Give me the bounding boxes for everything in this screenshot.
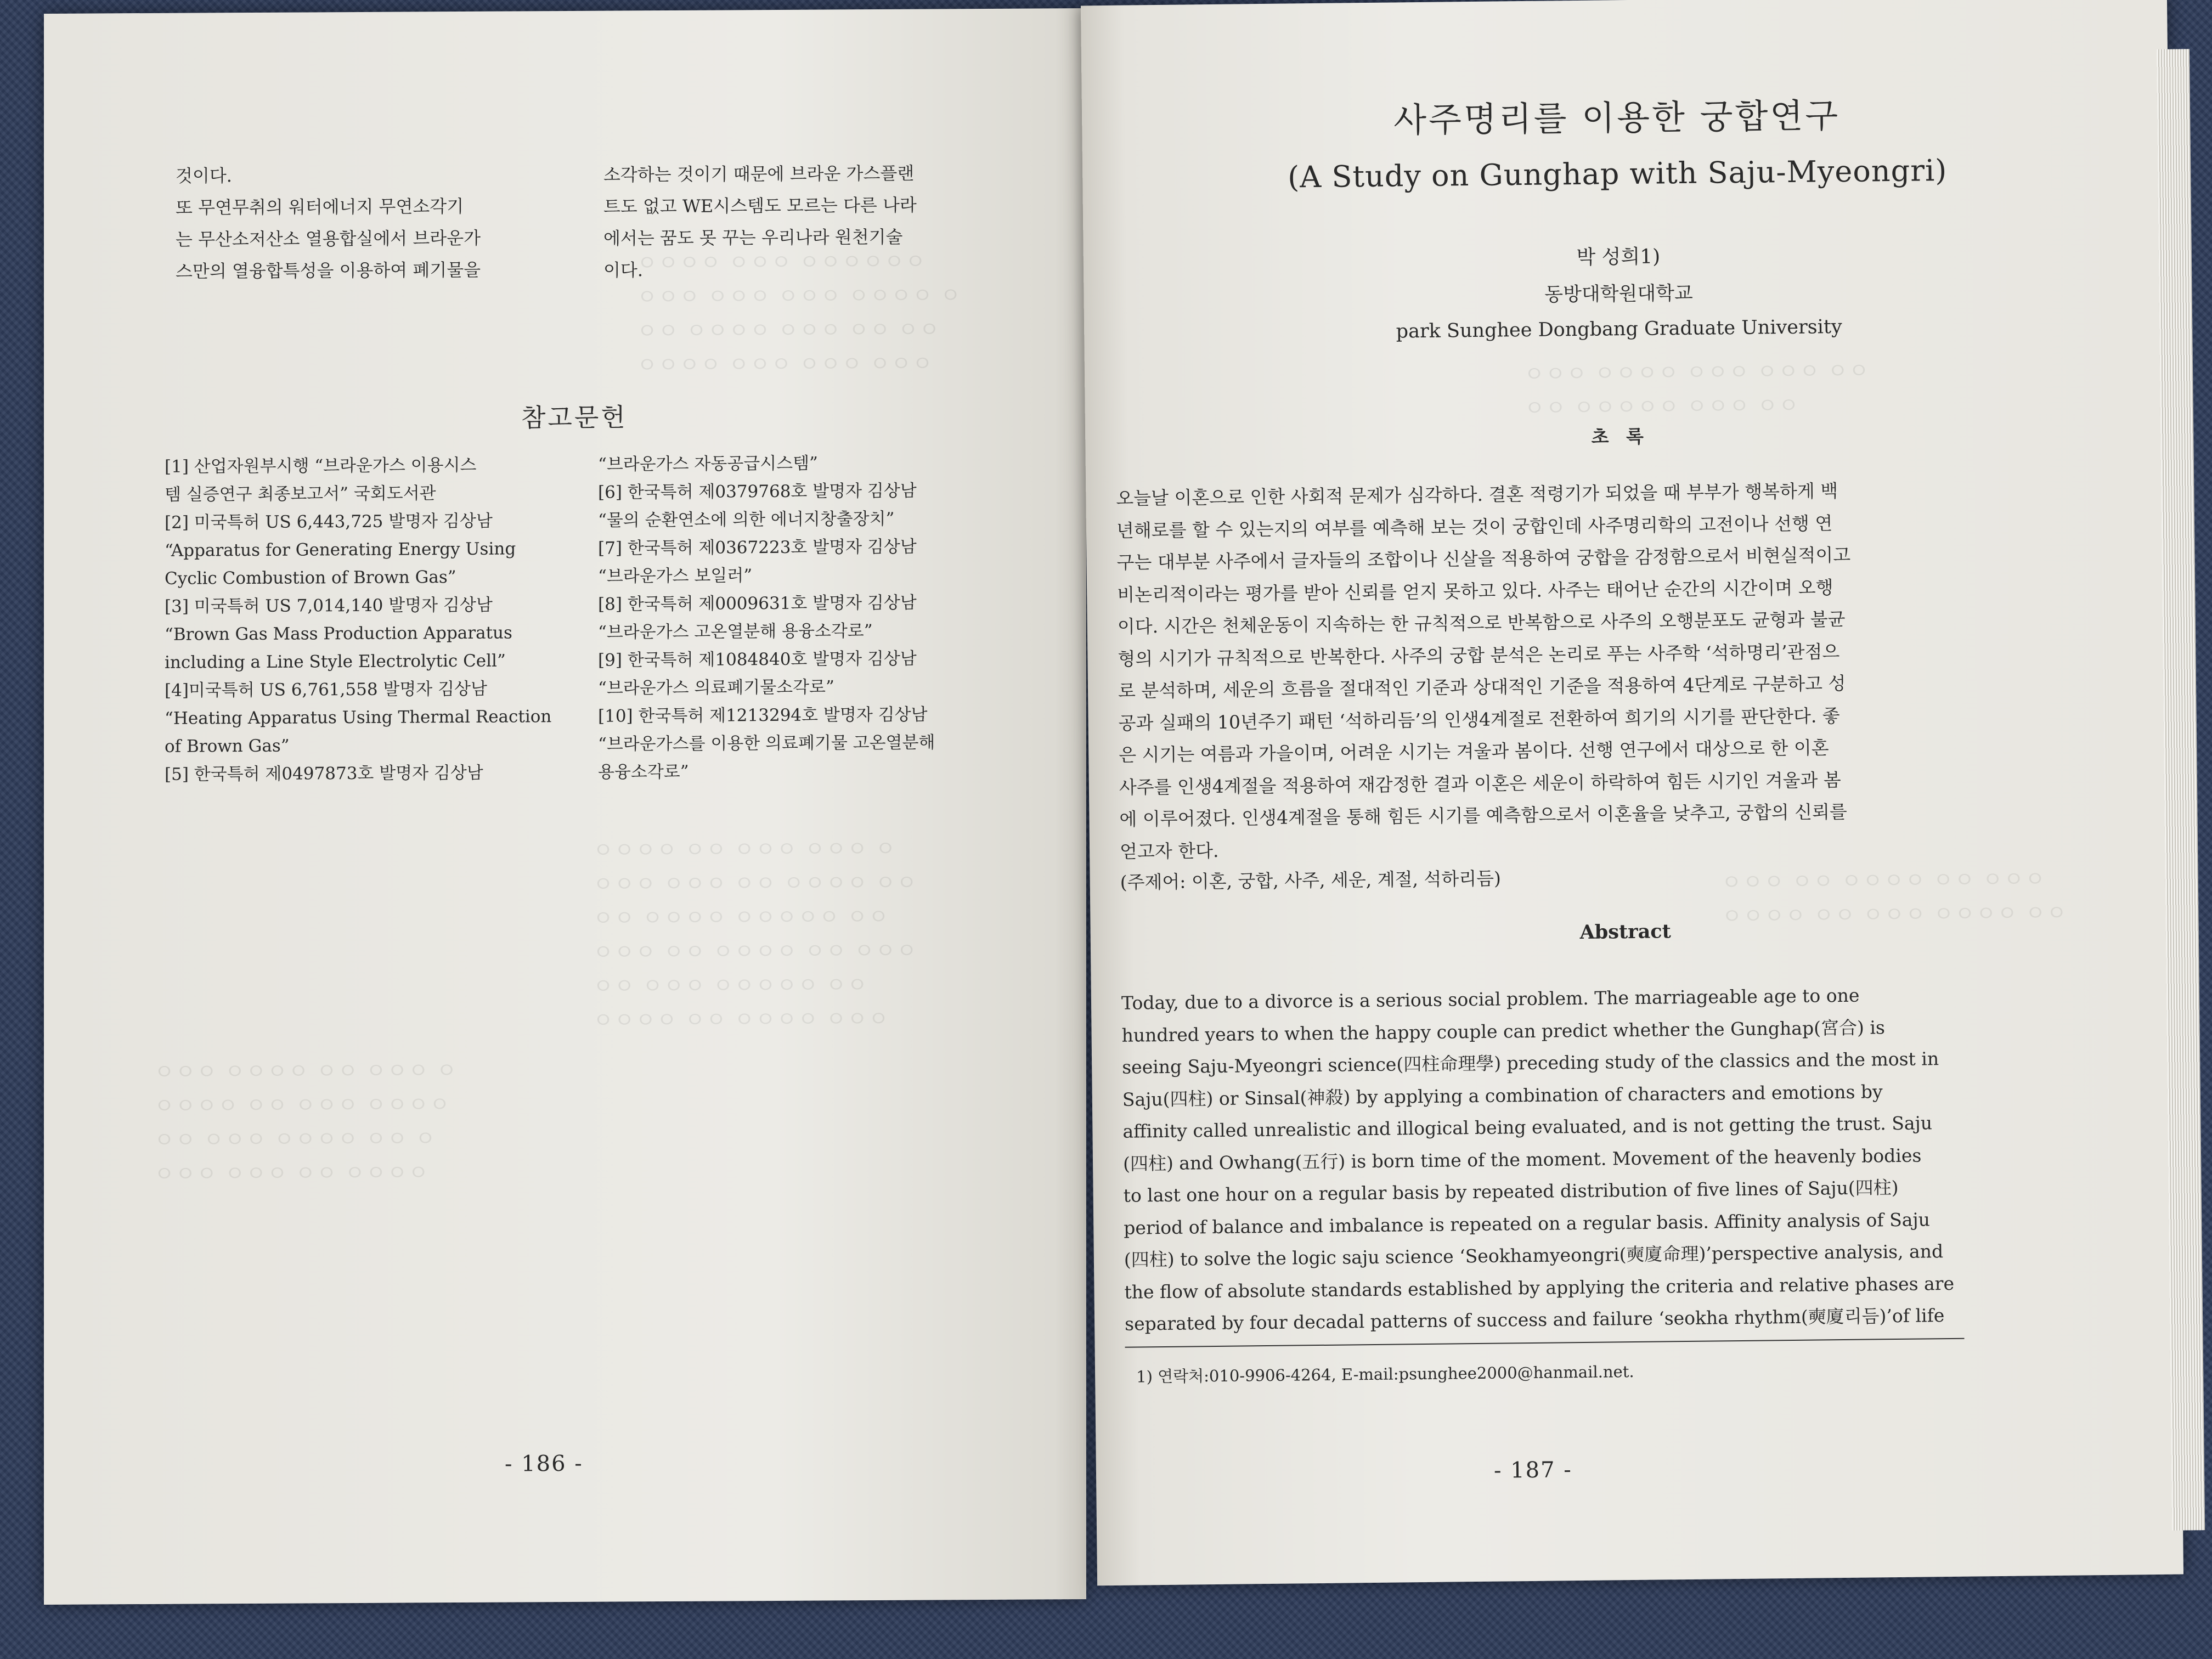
text-line: Today, due to a divorce is a serious social problem. The marriageable age to one xyxy=(1121,984,1860,1014)
footnote: 1) 연락처:010-9906-4264, E-mail:psunghee2000@hanmail.net. xyxy=(1136,1362,1634,1386)
reference-line: 용융소각로” xyxy=(598,761,689,782)
reference-line: “브라운가스 자동공급시스템” xyxy=(598,453,818,475)
reference-line: “Apparatus for Generating Energy Using xyxy=(165,539,516,561)
paper-title: 사주명리를 이용한 궁합연구 xyxy=(1393,95,1841,140)
reference-line: [4]미국특허 US 6,761,558 발명자 김상남 xyxy=(165,679,487,701)
text-line: 공과 실패의 10년주기 패턴 ‘석하리듬’의 인생4계절로 전환하여 희기의 시기를 판단한다. 좋 xyxy=(1118,704,1840,734)
footnote-divider xyxy=(1125,1338,1965,1348)
reference-line: [7] 한국특허 제0367223호 발명자 김상남 xyxy=(598,537,917,558)
text-line: (四柱) and Owhang(五行) is born time of the moment. Movement of the heavenly bodies xyxy=(1122,1144,1922,1175)
text-line: 것이다. xyxy=(176,165,232,187)
bleed-through-text: ㅇㅇㅇ ㅇㅇㅇㅇ ㅇㅇㅇ ㅇㅇㅇ ㅇㅇ ㅇㅇ ㅇㅇㅇㅇㅇ ㅇㅇㅇ ㅇㅇ xyxy=(1523,358,1870,422)
reference-line: of Brown Gas” xyxy=(165,736,290,757)
text-line: 사주를 인생4계절을 적용하여 재감정한 결과 이혼은 세운이 하락하여 힘든 시기인 겨울과 봄 xyxy=(1119,769,1841,798)
abstract-korean-heading: 초 록 xyxy=(1591,425,1650,448)
reference-line: “Heating Apparatus Using Thermal Reaction xyxy=(165,707,552,729)
abstract-english-heading: Abstract xyxy=(1579,920,1671,944)
text-line: 은 시기는 여름과 가을이며, 어려운 시기는 겨울과 봄이다. 선행 연구에서 대상으로 한 이혼 xyxy=(1119,737,1829,766)
text-line: 이다. xyxy=(603,259,643,281)
keywords: (주제어: 이혼, 궁합, 사주, 세운, 계절, 석하리듬) xyxy=(1120,867,1502,893)
author-name: 박 성희1) xyxy=(1576,245,1661,269)
reference-line: [3] 미국특허 US 7,014,140 발명자 김상남 xyxy=(165,595,493,617)
references-column-1 xyxy=(165,451,552,789)
text-line: to last one hour on a regular basis by repeated distribution of five lines of Saju(四柱) xyxy=(1123,1176,1899,1206)
left-page xyxy=(44,8,1086,1605)
reference-line: 템 실증연구 최종보고서” 국회도서관 xyxy=(165,483,436,505)
text-line: affinity called unrealistic and illogical being evaluated, and is not getting the trust. Saju xyxy=(1122,1112,1933,1142)
reference-line: [9] 한국특허 제1084840호 발명자 김상남 xyxy=(598,648,917,670)
bleed-through-text-2: ㅇㅇㅇㅇ ㅇㅇ ㅇㅇㅇ ㅇㅇㅇ ㅇ ㅇㅇㅇ ㅇㅇㅇ ㅇㅇ ㅇㅇㅇㅇ ㅇㅇ ㅇㅇ ㅇㅇㅇㅇ ㅇㅇㅇㅇㅇ ㅇㅇ ㅇㅇㅇ ㅇㅇ ㅇㅇㅇㅇ ㅇㅇ ㅇㅇㅇ ㅇㅇ ㅇㅇㅇ ㅇㅇㅇㅇㅇ ㅇㅇ ㅇㅇㅇㅇ ㅇㅇ ㅇㅇㅇㅇ ㅇㅇㅇ xyxy=(592,836,917,1034)
text-line: 에 이루어졌다. 인생4계절을 통해 힘든 시기를 예측함으로서 이혼율을 낮추고, 궁합의 신뢰를 xyxy=(1119,800,1847,830)
text-line: 소각하는 것이기 때문에 브라운 가스플랜 xyxy=(603,162,915,185)
text-line: (四柱) to solve the logic saju science ‘Seokhamyeongri(奭廈命理)’perspective analysis, and xyxy=(1124,1240,1944,1271)
text-line: 에서는 꿈도 못 꾸는 우리나라 원천기술 xyxy=(603,226,903,249)
text-line: Saju(四柱) or Sinsal(神殺) by applying a combination of characters and emotions by xyxy=(1122,1080,1883,1110)
affiliation-korean: 동방대학원대학교 xyxy=(1544,282,1693,306)
reference-line: [1] 산업자원부시행 “브라운가스 이용시스 xyxy=(165,455,477,477)
text-line: seeing Saju-Myeongri science(四柱命理學) preceding study of the classics and the most in xyxy=(1122,1048,1939,1078)
text-line: 로 분석하며, 세운의 흐름을 절대적인 기준과 상대적인 기준을 적용하여 4단계로 구분하고 성 xyxy=(1118,672,1846,702)
text-line: 형의 시기가 규칙적으로 반복한다. 사주의 궁합 분석은 논리로 푸는 사주학 ‘석하명리’관점으 xyxy=(1118,640,1840,670)
reference-line: [6] 한국특허 제0379768호 발명자 김상남 xyxy=(598,481,917,503)
text-line: separated by four decadal patterns of success and failure ‘seokha rhythm(奭廈리듬)’of life xyxy=(1124,1305,1945,1335)
text-line: hundred years to when the happy couple can predict whether the Gunghap(宮合) is xyxy=(1121,1016,1886,1046)
text-line: period of balance and imbalance is repeated on a regular basis. Affinity analysis of Saju xyxy=(1124,1208,1931,1239)
text-line: 구는 대부분 사주에서 글자들의 조합이나 신살을 적용하여 궁합을 감정함으로서 비현실적이고 xyxy=(1116,544,1851,573)
reference-line: including a Line Style Electrolytic Cell” xyxy=(165,651,506,673)
text-line: 얻고자 한다. xyxy=(1119,839,1219,862)
left-column-1 xyxy=(176,158,560,287)
text-line: 또 무연무취의 워터에너지 무연소각기 xyxy=(176,195,464,218)
reference-line: “브라운가스 보일러” xyxy=(598,566,753,586)
bleed-through-text-3: ㅇㅇㅇ ㅇㅇㅇㅇ ㅇㅇ ㅇㅇㅇ ㅇ ㅇㅇㅇㅇ ㅇㅇ ㅇㅇㅇ ㅇㅇㅇㅇ ㅇㅇ ㅇㅇㅇ ㅇㅇㅇㅇ ㅇㅇ ㅇ ㅇㅇㅇ ㅇㅇㅇ ㅇㅇ ㅇㅇㅇㅇ xyxy=(154,1058,458,1187)
reference-line: “Brown Gas Mass Production Apparatus xyxy=(165,623,512,645)
reference-line: “브라운가스 의료폐기물소각로” xyxy=(598,677,834,698)
paper-subtitle: (A Study on Gunghap with Saju-Myeongri) xyxy=(1287,153,1948,195)
bleed-through-text: ㅇㅇㅇㅇ ㅇㅇㅇ ㅇㅇㅇㅇㅇㅇ ㅇㅇㅇ ㅇㅇㅇ ㅇㅇㅇ ㅇㅇㅇㅇ ㅇ ㅇㅇ ㅇㅇㅇㅇ ㅇㅇㅇ ㅇㅇ ㅇㅇ ㅇㅇㅇㅇ ㅇㅇㅇ ㅇㅇㅇ ㅇㅇㅇ xyxy=(636,249,961,379)
abstract-english xyxy=(1121,979,1959,1340)
reference-line: Cyclic Combustion of Brown Gas” xyxy=(165,567,456,589)
affiliation-english: park Sunghee Dongbang Graduate University xyxy=(1396,315,1842,343)
references-column-2 xyxy=(598,449,993,787)
page-number: - 186 - xyxy=(505,1451,583,1477)
text-line: 트도 없고 WE시스템도 모르는 다른 나라 xyxy=(603,194,917,217)
bleed-through-text-2: ㅇㅇㅇ ㅇㅇ ㅇㅇㅇㅇ ㅇㅇ ㅇㅇㅇ ㅇㅇㅇㅇ ㅇㅇ ㅇㅇㅇ ㅇㅇㅇㅇ ㅇㅇ xyxy=(1720,867,2068,930)
references-title: 참고문헌 xyxy=(521,402,628,433)
reference-line: [5] 한국특허 제0497873호 발명자 김상남 xyxy=(165,763,483,785)
text-line: 년해로를 할 수 있는지의 여부를 예측해 보는 것이 궁합인데 사주명리학의 고전이나 선행 연 xyxy=(1116,512,1833,541)
right-page xyxy=(1081,0,2183,1585)
text-line: the flow of absolute standards established by applying the criteria and relative phases are xyxy=(1124,1272,1955,1303)
reference-line: [2] 미국특허 US 6,443,725 발명자 김상남 xyxy=(165,511,493,533)
reference-line: [8] 한국특허 제0009631호 발명자 김상남 xyxy=(598,592,917,614)
text-line: 오늘날 이혼으로 인한 사회적 문제가 심각하다. 결혼 적령기가 되었을 때 부부가 행복하게 백 xyxy=(1116,480,1838,509)
reference-line: “브라운가스 고온열분해 용융소각로” xyxy=(598,621,873,642)
reference-line: “물의 순환연소에 의한 에너지창출장치” xyxy=(598,509,895,531)
abstract-korean xyxy=(1116,474,1954,868)
text-line: 이다. 시간은 천체운동이 지속하는 한 규칙적으로 반복함으로 사주의 오행분포도 균형과 불균 xyxy=(1117,608,1846,637)
left-column-2 xyxy=(603,157,988,286)
page-number: - 187 - xyxy=(1493,1457,1573,1483)
reference-line: “브라운가스를 이용한 의료폐기물 고온열분해 xyxy=(598,732,935,754)
text-line: 는 무산소저산소 열용합실에서 브라운가 xyxy=(176,227,481,250)
text-line: 스만의 열융합특성을 이용하여 폐기물을 xyxy=(176,259,481,282)
text-line: 비논리적이라는 평가를 받아 신뢰를 얻지 못하고 있다. 사주는 태어난 순간의 시간이며 오행 xyxy=(1117,576,1833,606)
reference-line: [10] 한국특허 제1213294호 발명자 김상남 xyxy=(598,704,928,726)
